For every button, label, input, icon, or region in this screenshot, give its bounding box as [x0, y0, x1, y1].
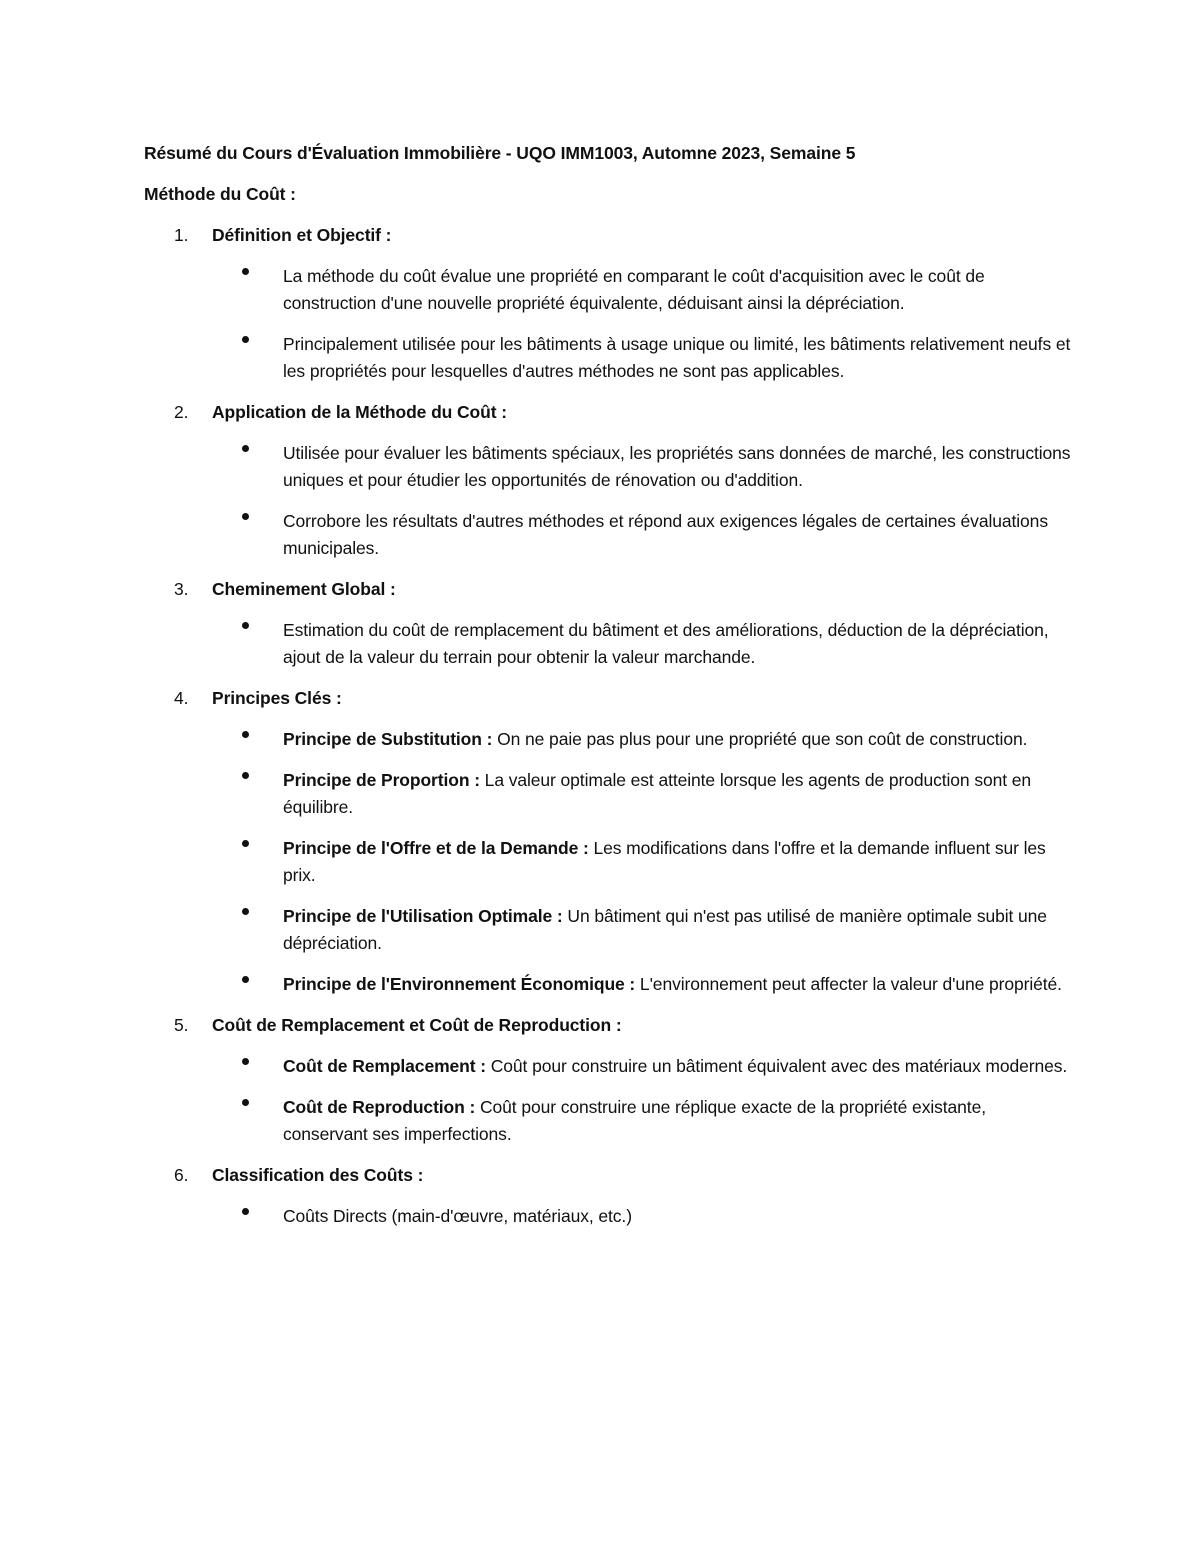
section-cost-classification: [144, 1162, 1074, 1230]
list-item: [144, 331, 1074, 385]
bullet-list: [144, 263, 1074, 385]
bullet-icon: [242, 513, 249, 520]
section-replacement-reproduction: [144, 1012, 1074, 1148]
section-application: [144, 399, 1074, 562]
bullet-list: [144, 617, 1074, 671]
list-item: [144, 1203, 1074, 1230]
bullet-text: Utilisée pour évaluer les bâtiments spéciaux, les propriétés sans données de marché, les constructions uniques et pour étudier les opportunités de rénovation ou d'addition.: [283, 443, 1071, 490]
bullet-text: Coût pour construire un bâtiment équivalent avec des matériaux modernes.: [485, 1056, 1068, 1076]
list-item: [144, 971, 1074, 998]
bullet-text: Principalement utilisée pour les bâtiments à usage unique ou limité, les bâtiments relativement neufs et les propriétés pour lesquelles d'autres méthodes ne sont pas applicables.: [283, 334, 1071, 381]
list-item: [144, 617, 1074, 671]
section-title: Principes Clés :: [212, 688, 342, 708]
bullet-term: Coût de Reproduction :: [283, 1097, 476, 1117]
bullet-icon: [242, 772, 249, 779]
section-heading: [144, 1162, 1074, 1189]
section-global-path: [144, 576, 1074, 671]
bullet-list: [144, 1053, 1074, 1148]
section-heading: [144, 576, 1074, 603]
bullet-text: La valeur optimale est atteinte lorsque les agents de production sont en équilibre.: [283, 770, 1032, 817]
bullet-text: Coût pour construire une réplique exacte de la propriété existante, conservant ses imperfections.: [283, 1097, 986, 1144]
section-number: 5.: [174, 1015, 189, 1035]
bullet-term: Principe de Proportion :: [283, 770, 480, 790]
bullet-icon: [242, 1058, 249, 1065]
list-item: [144, 508, 1074, 562]
bullet-text: La méthode du coût évalue une propriété en comparant le coût d'acquisition avec le coût de construction d'une nouvelle propriété équivalente, déduisant ainsi la dépréciation.: [283, 266, 985, 313]
section-heading: [144, 1012, 1074, 1039]
section-number: 4.: [174, 688, 189, 708]
bullet-text: Corrobore les résultats d'autres méthodes et répond aux exigences légales de certaines évaluations municipales.: [283, 511, 1048, 558]
bullet-icon: [242, 840, 249, 847]
section-heading: [144, 399, 1074, 426]
method-heading: Méthode du Coût :: [144, 184, 296, 204]
list-item: [144, 903, 1074, 957]
section-definition: [144, 222, 1074, 385]
bullet-text: Les modifications dans l'offre et la demande influent sur les prix.: [283, 838, 1046, 885]
bullet-text: Coûts Directs (main-d'œuvre, matériaux, etc.): [283, 1206, 632, 1226]
bullet-text: On ne paie pas plus pour une propriété que son coût de construction.: [492, 729, 1028, 749]
section-number: 6.: [174, 1165, 189, 1185]
section-number: 2.: [174, 402, 189, 422]
list-item: [144, 726, 1074, 753]
document-title: Résumé du Cours d'Évaluation Immobilière - UQO IMM1003, Automne 2023, Semaine 5: [144, 143, 856, 163]
list-item: [144, 263, 1074, 317]
bullet-term: Principe de l'Utilisation Optimale :: [283, 906, 563, 926]
bullet-text: Un bâtiment qui n'est pas utilisé de manière optimale subit une dépréciation.: [283, 906, 1047, 953]
bullet-icon: [242, 336, 249, 343]
bullet-term: Coût de Remplacement :: [283, 1056, 486, 1076]
bullet-list: [144, 726, 1074, 998]
bullet-text: L'environnement peut affecter la valeur d'une propriété.: [635, 974, 1062, 994]
bullet-icon: [242, 976, 249, 983]
bullet-icon: [242, 1099, 249, 1106]
list-item: [144, 767, 1074, 821]
section-title: Coût de Remplacement et Coût de Reproduction :: [212, 1015, 622, 1035]
section-title: Classification des Coûts :: [212, 1165, 424, 1185]
bullet-icon: [242, 1208, 249, 1215]
section-heading: [144, 222, 1074, 249]
section-heading: [144, 685, 1074, 712]
list-item: [144, 835, 1074, 889]
bullet-icon: [242, 731, 249, 738]
list-item: [144, 1094, 1074, 1148]
bullet-term: Principe de l'Environnement Économique :: [283, 974, 636, 994]
bullet-text: Estimation du coût de remplacement du bâtiment et des améliorations, déduction de la dépréciation, ajout de la valeur du terrain pour obtenir la valeur marchande.: [283, 620, 1049, 667]
section-title: Application de la Méthode du Coût :: [212, 402, 507, 422]
bullet-icon: [242, 445, 249, 452]
list-item: [144, 440, 1074, 494]
section-title: Cheminement Global :: [212, 579, 396, 599]
list-item: [144, 1053, 1074, 1080]
section-number: 3.: [174, 579, 189, 599]
bullet-list: [144, 1203, 1074, 1230]
bullet-icon: [242, 268, 249, 275]
document-body: [144, 140, 1074, 1244]
section-number: 1.: [174, 225, 189, 245]
bullet-term: Principe de l'Offre et de la Demande :: [283, 838, 589, 858]
bullet-term: Principe de Substitution :: [283, 729, 493, 749]
bullet-list: [144, 440, 1074, 562]
section-key-principles: [144, 685, 1074, 998]
bullet-icon: [242, 908, 249, 915]
bullet-icon: [242, 622, 249, 629]
section-title: Définition et Objectif :: [212, 225, 392, 245]
